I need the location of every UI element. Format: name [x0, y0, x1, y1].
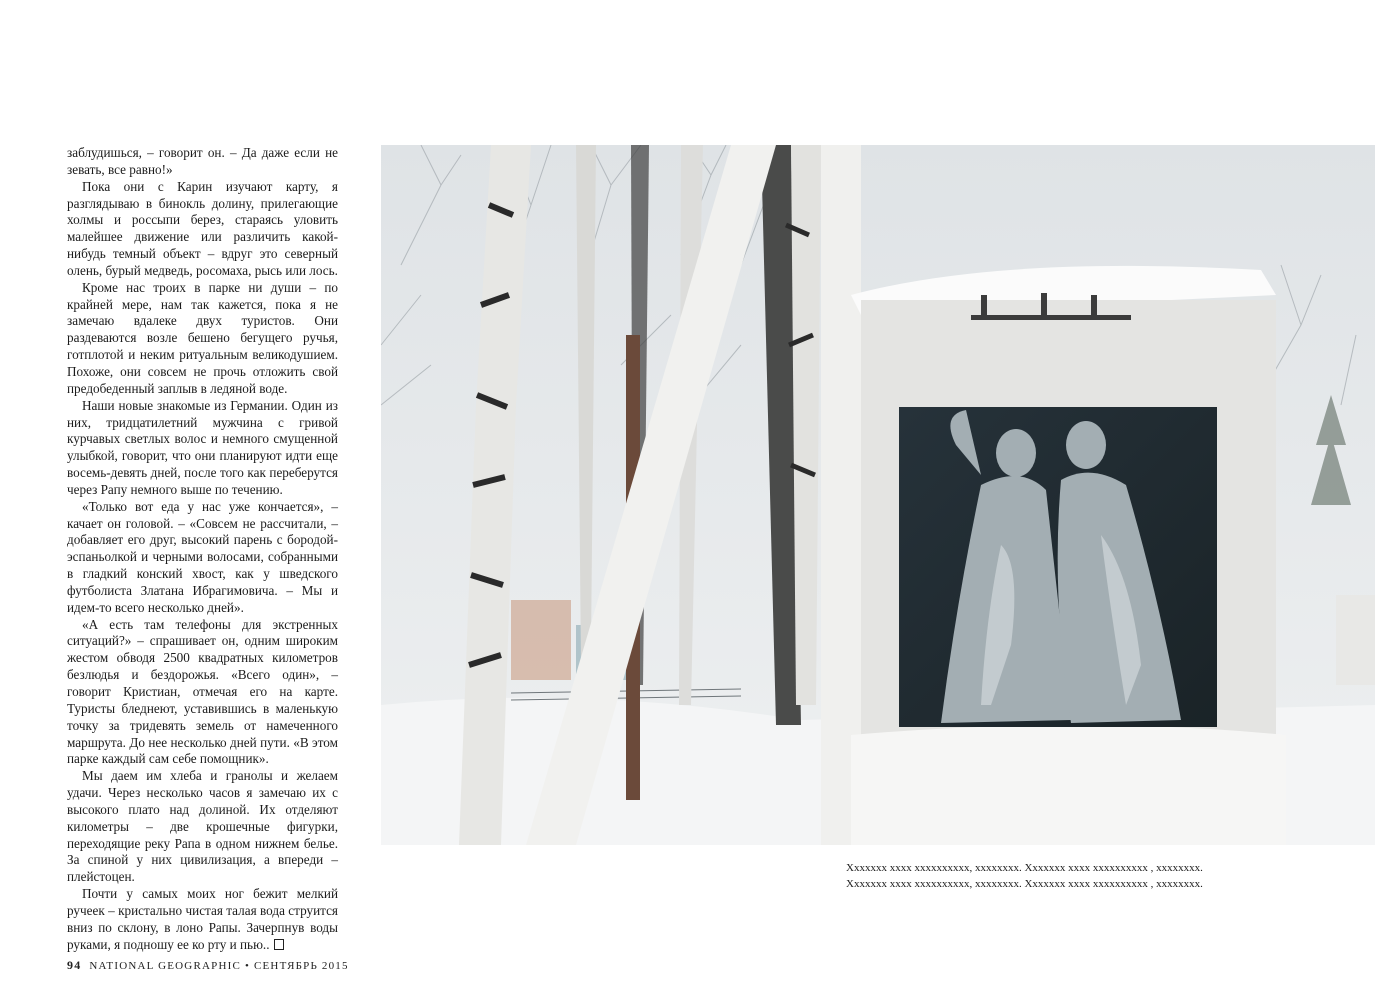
- article-photo: [381, 145, 1375, 845]
- photo-caption: Xxxxxxx xxxx xxxxxxxxxx, xxxxxxxx. Xxxxxxx xxxx xxxxxxxxxx , xxxxxxxx. Xxxxxxx xxxx xxxxxxxxxx, xxxxxxxx. Xxxxxxx xxxx xxxxxxxxxx , xxxxxxxx.: [846, 862, 1203, 890]
- footer-separator: •: [244, 960, 251, 972]
- page-number: 94: [67, 958, 82, 972]
- right-house: [1336, 595, 1375, 685]
- page-footer: [67, 958, 367, 973]
- article-paragraph-7: Мы даем им хлеба и гранолы и желаем удачи. Через несколько часов я замечаю их с высокого плато над долиной. Их отделяют километры – две крошечные фигурки, переходящие реку Рапа в одном нижнем белье. За спиной у них цивилизация, а впереди – плейстоцен.: [67, 768, 338, 885]
- winter-scene-illustration: [381, 145, 1375, 845]
- article-paragraph-5: «Только вот еда у нас уже кончается», – качает он головой. – «Совсем не рассчитали, – добавляет его друг, высокий парень с бородой-эспаньолкой и черными волосами, собранными в гладкий конский хвост, как у шведского футболиста Златана Ибрагимовича. – Мы и идем-то всего несколько дней».: [67, 498, 338, 615]
- article-paragraph-3: Кроме нас троих в парке ни души – по крайней мере, нам так кажется, пока я не замечаю вдалеке двух туристов. Они раздеваются возле бешено бегущего ручья, готплотой и неким ритуальным великодушием. Похоже, они совсем не прочь отложить свой предобеденный заплыв в ледяной воде.: [67, 279, 338, 396]
- distant-building: [511, 600, 571, 680]
- article-column: [67, 145, 338, 954]
- publication-name: NATIONAL GEOGRAPHIC: [89, 960, 241, 972]
- article-paragraph-1: заблудишься, – говорит он. – Да даже если не зевать, все равно!»: [67, 145, 338, 177]
- article-paragraph-2: Пока они с Карин изучают карту, я разглядываю в бинокль долину, прилегающие холмы и россыпи берез, стараясь уловить малейшее движение или различить какой-нибудь темный объект – вдруг это северный олень, бурый медведь, росомаха, рысь или лось.: [67, 178, 338, 278]
- article-paragraph-8-text: Почти у самых моих ног бежит мелкий ручеек – кристально чистая талая вода струится вниз по склону, в лоно Рапы. Зачерпнув воды руками, я подношу ее ко рту и пью..: [67, 886, 338, 952]
- article-paragraph-4: Наши новые знакомые из Германии. Один из них, тридцатилетний мужчина с гривой курчавых светлых волос и немного смущенной улыбкой, говорит, что они планируют идти еще восемь-девять дней, после того как переберутся через Рапу немного выше по течению.: [67, 397, 338, 497]
- article-paragraph-8: [67, 886, 338, 953]
- issue-date: СЕНТЯБРЬ 2015: [253, 960, 349, 972]
- article-paragraph-6: «А есть там телефоны для экстренных ситуаций?» – спрашивает он, одним широким жестом обводя 2500 квадратных километров безлюдья и бездорожья. «Всего один», – говорит Кристиан, отмечая его на карте. Туристы бледнеют, уставившись в маленькую точку за тридевять земель от намеченного маршрута. До нее несколько дней пути. «В этом парке каждый сам себе помощник».: [67, 616, 338, 767]
- end-mark-icon: [274, 939, 284, 950]
